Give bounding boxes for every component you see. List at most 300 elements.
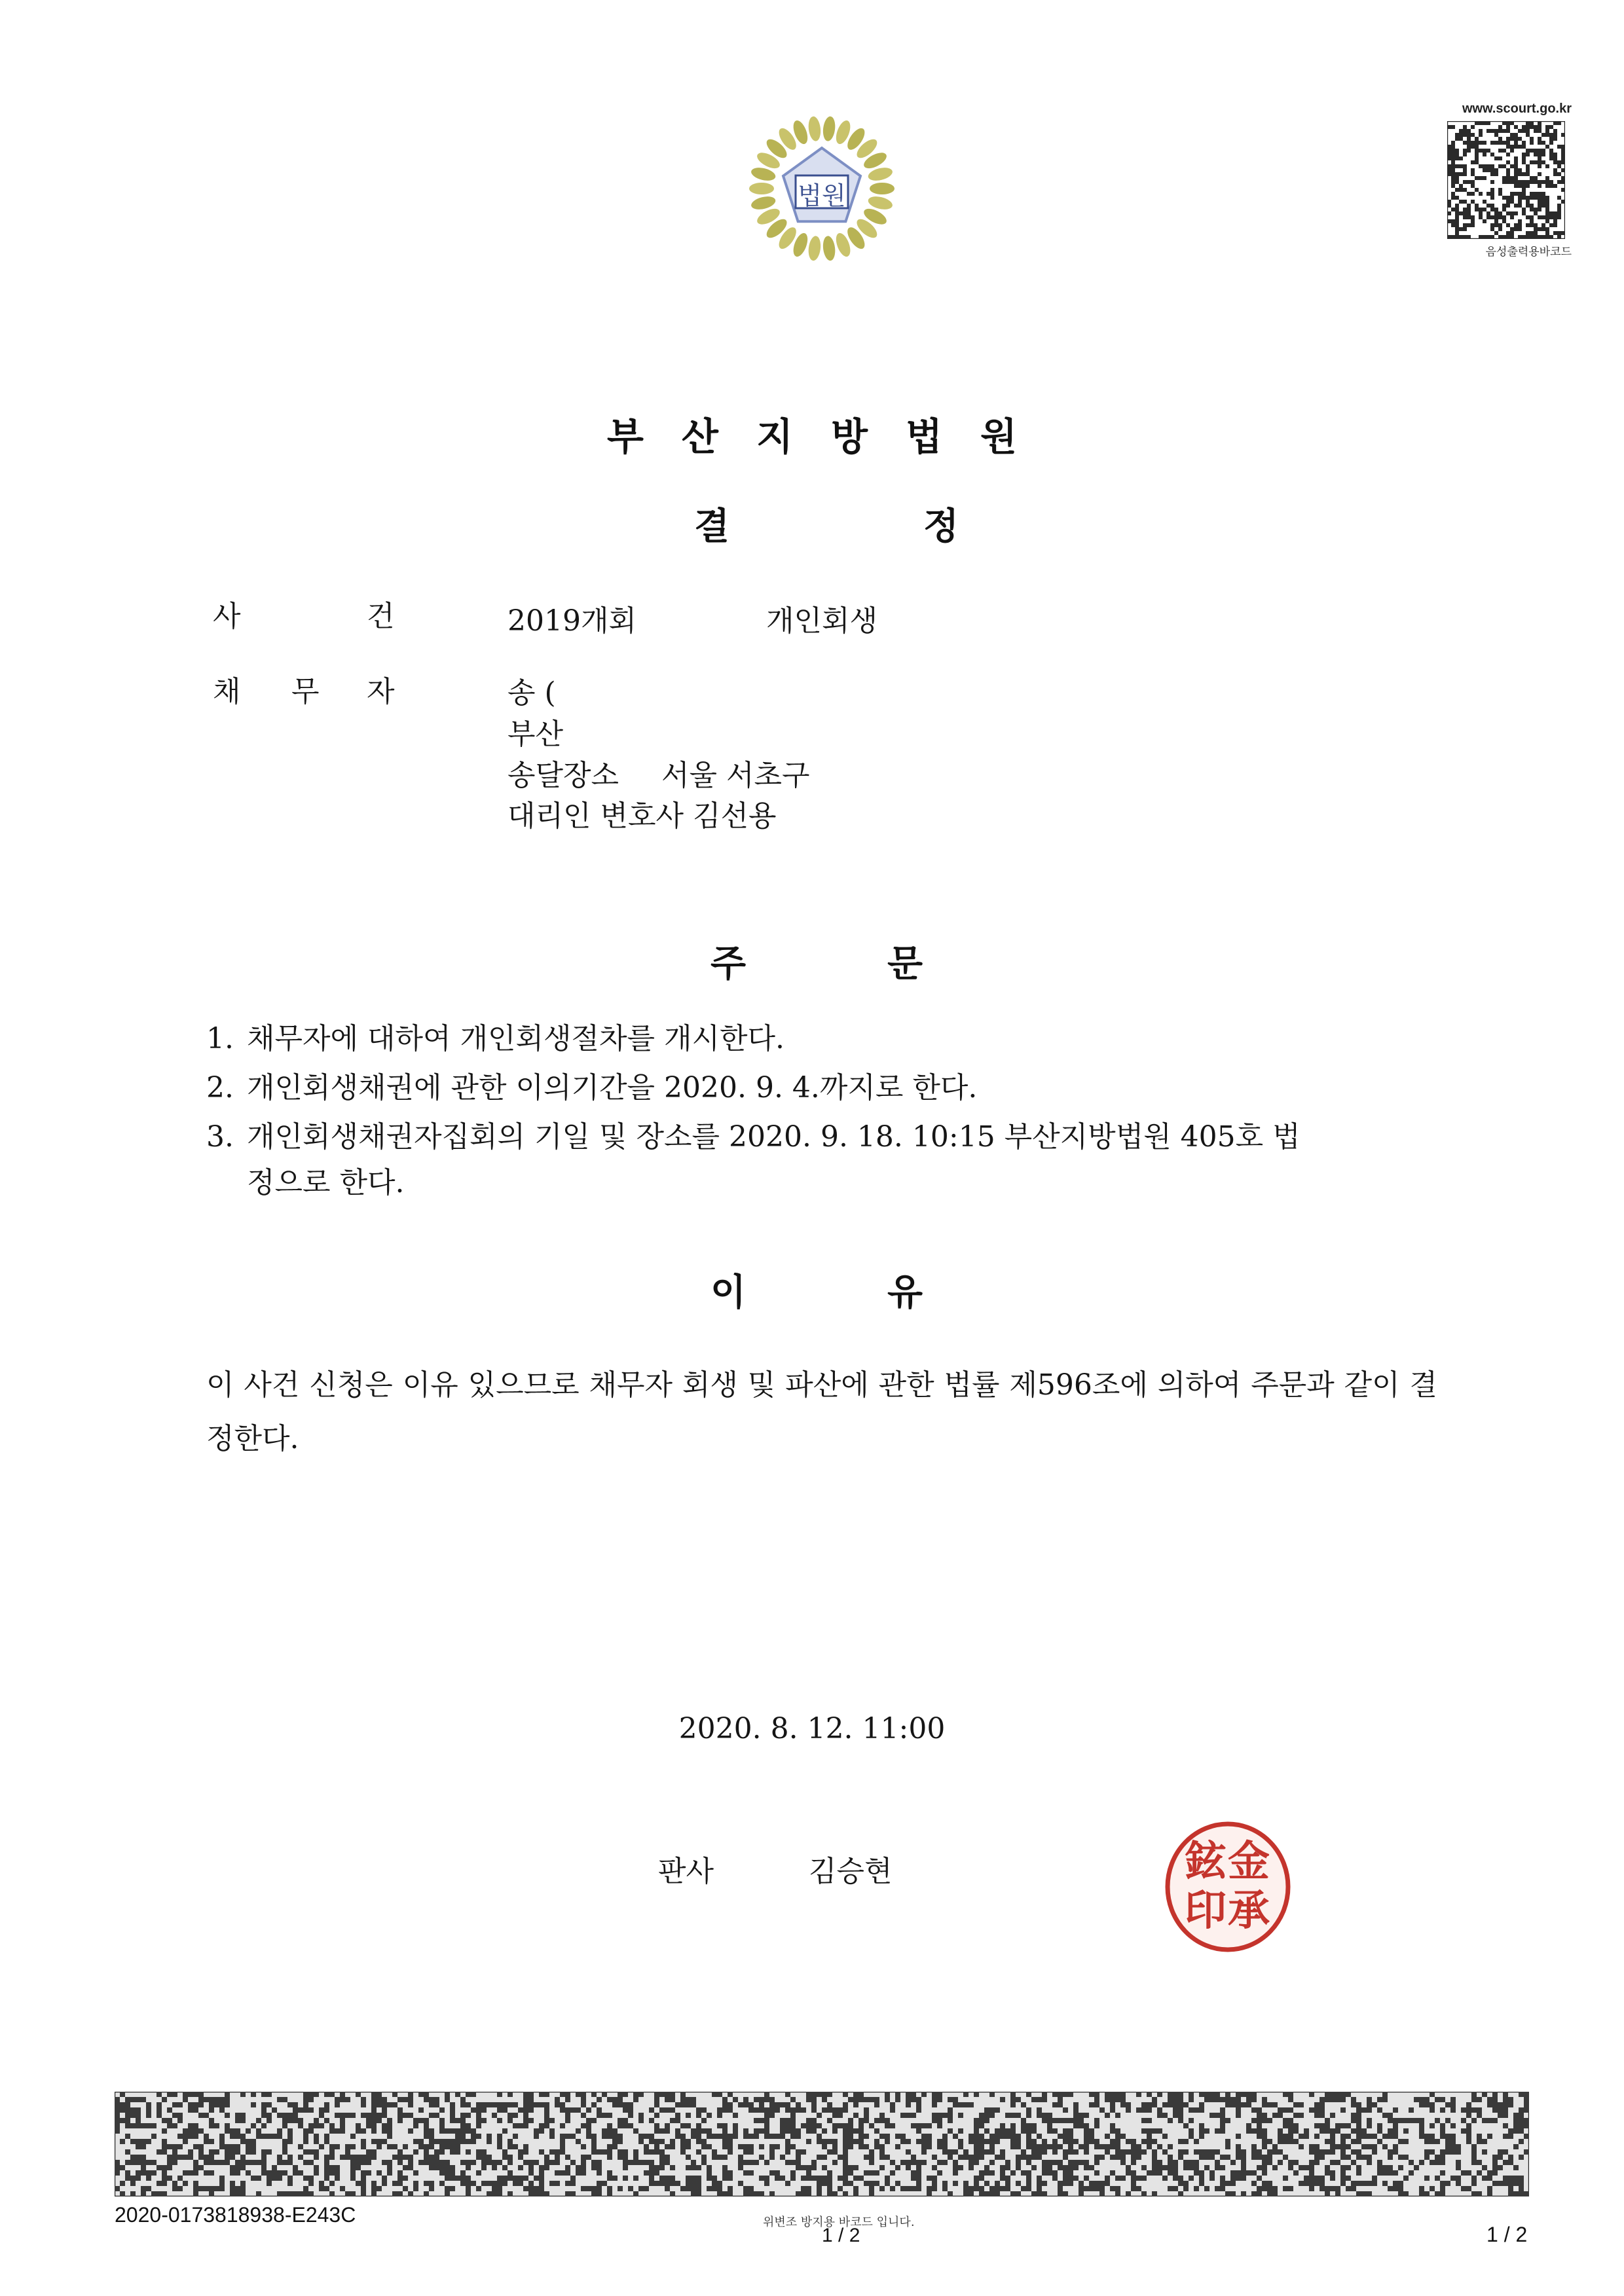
barcode-cell <box>1173 2102 1178 2107</box>
barcode-cell <box>193 2165 198 2170</box>
barcode-cell <box>1000 2165 1005 2170</box>
barcode-cell <box>1026 2155 1031 2160</box>
barcode-cell <box>1393 2149 1398 2155</box>
qr-cell <box>1463 129 1467 133</box>
barcode-cell <box>1382 2113 1388 2118</box>
barcode-cell <box>1136 2107 1141 2113</box>
barcode-cell <box>1471 2144 1477 2149</box>
barcode-cell <box>848 2139 853 2144</box>
barcode-cell <box>1099 2107 1105 2113</box>
qr-cell <box>1455 219 1459 223</box>
barcode-cell <box>1047 2144 1052 2149</box>
barcode-cell <box>759 2107 764 2113</box>
barcode-cell <box>969 2139 974 2144</box>
barcode-cell <box>214 2149 219 2155</box>
barcode-cell <box>686 2113 691 2118</box>
barcode-cell <box>853 2191 858 2196</box>
barcode-cell <box>371 2113 377 2118</box>
barcode-cell <box>785 2139 790 2144</box>
barcode-cell <box>570 2160 576 2165</box>
barcode-cell <box>1440 2186 1445 2191</box>
barcode-cell <box>1445 2144 1450 2149</box>
qr-cell <box>1530 208 1534 211</box>
barcode-cell <box>911 2155 916 2160</box>
barcode-cell <box>198 2113 204 2118</box>
barcode-cell <box>507 2102 513 2107</box>
qr-cell <box>1557 204 1561 208</box>
barcode-cell <box>371 2155 377 2160</box>
barcode-cell <box>916 2176 921 2181</box>
barcode-cell <box>670 2181 675 2186</box>
barcode-cell <box>591 2139 597 2144</box>
qr-cell <box>1557 208 1561 211</box>
barcode-cell <box>1372 2134 1377 2139</box>
barcode-cell <box>476 2123 481 2128</box>
barcode-cell <box>523 2176 528 2181</box>
barcode-cell <box>1299 2102 1304 2107</box>
barcode-cell <box>1157 2144 1162 2149</box>
qr-cell <box>1506 204 1510 208</box>
barcode-cell <box>303 2107 308 2113</box>
qr-cell <box>1541 192 1545 196</box>
barcode-cell <box>665 2123 670 2128</box>
barcode-cell <box>1209 2170 1215 2176</box>
barcode-cell <box>1419 2128 1424 2134</box>
qr-cell <box>1561 153 1565 156</box>
barcode-cell <box>1503 2149 1508 2155</box>
barcode-cell <box>618 2155 623 2160</box>
barcode-cell <box>1026 2170 1031 2176</box>
barcode-cell <box>130 2139 136 2144</box>
barcode-cell <box>822 2181 827 2186</box>
qr-cell <box>1506 137 1510 141</box>
barcode-cell <box>1120 2097 1126 2102</box>
barcode-cell <box>1314 2123 1320 2128</box>
barcode-cell <box>497 2144 502 2149</box>
qr-cell <box>1502 219 1506 223</box>
barcode-cell <box>246 2139 251 2144</box>
qr-cell <box>1502 141 1506 145</box>
barcode-cell <box>439 2160 445 2165</box>
barcode-cell <box>261 2102 267 2107</box>
qr-cell <box>1479 121 1483 125</box>
barcode-cell <box>466 2149 471 2155</box>
barcode-cell <box>356 2160 361 2165</box>
barcode-cell <box>272 2176 277 2181</box>
barcode-cell <box>555 2102 560 2107</box>
barcode-cell <box>303 2097 308 2102</box>
barcode-cell <box>1152 2160 1157 2165</box>
barcode-cell <box>801 2176 806 2181</box>
barcode-cell <box>1068 2149 1073 2155</box>
barcode-cell <box>240 2139 246 2144</box>
barcode-cell <box>387 2102 392 2107</box>
qr-cell <box>1494 141 1498 145</box>
barcode-cell <box>1466 2128 1471 2134</box>
barcode-cell <box>1110 2102 1115 2107</box>
barcode-cell <box>130 2113 136 2118</box>
barcode-cell <box>507 2170 513 2176</box>
barcode-cell <box>1063 2170 1068 2176</box>
qr-cell <box>1463 223 1467 227</box>
barcode-cell <box>361 2102 366 2107</box>
barcode-cell <box>1393 2181 1398 2186</box>
barcode-cell <box>696 2128 701 2134</box>
barcode-cell <box>261 2107 267 2113</box>
qr-cell <box>1483 168 1486 172</box>
barcode-cell <box>696 2107 701 2113</box>
barcode-cell <box>162 2128 167 2134</box>
barcode-cell <box>665 2176 670 2181</box>
barcode-cell <box>1309 2160 1314 2165</box>
barcode-cell <box>1503 2092 1508 2097</box>
barcode-cell <box>743 2134 748 2139</box>
barcode-cell <box>1435 2118 1440 2123</box>
barcode-cell <box>555 2149 560 2155</box>
barcode-cell <box>1052 2118 1058 2123</box>
barcode-cell <box>911 2123 916 2128</box>
barcode-cell <box>717 2123 722 2128</box>
barcode-cell <box>1094 2186 1099 2191</box>
barcode-cell <box>1320 2181 1325 2186</box>
qr-cell <box>1557 235 1561 239</box>
barcode-cell <box>906 2165 911 2170</box>
barcode-cell <box>1388 2165 1393 2170</box>
barcode-cell <box>1220 2097 1225 2102</box>
barcode-cell <box>659 2155 665 2160</box>
barcode-cell <box>1330 2176 1335 2181</box>
qr-cell <box>1514 168 1518 172</box>
barcode-cell <box>1220 2118 1225 2123</box>
barcode-cell <box>691 2128 696 2134</box>
barcode-cell <box>728 2107 733 2113</box>
barcode-cell <box>1131 2149 1136 2155</box>
barcode-cell <box>115 2107 120 2113</box>
barcode-cell <box>319 2144 324 2149</box>
barcode-cell <box>1330 2160 1335 2165</box>
barcode-cell <box>1351 2113 1356 2118</box>
barcode-cell <box>1309 2165 1314 2170</box>
barcode-cell <box>193 2092 198 2097</box>
barcode-cell <box>492 2186 497 2191</box>
barcode-cell <box>1430 2149 1435 2155</box>
barcode-cell <box>1189 2160 1194 2165</box>
barcode-cell <box>948 2113 953 2118</box>
barcode-cell <box>1487 2097 1492 2102</box>
barcode-cell <box>1178 2102 1183 2107</box>
qr-cell <box>1561 188 1565 192</box>
barcode-cell <box>136 2107 141 2113</box>
qr-cell <box>1463 149 1467 153</box>
barcode-cell <box>397 2170 403 2176</box>
barcode-cell <box>544 2123 549 2128</box>
barcode-cell <box>1042 2118 1047 2123</box>
barcode-cell <box>1461 2107 1466 2113</box>
barcode-cell <box>1178 2181 1183 2186</box>
barcode-cell <box>225 2160 230 2165</box>
barcode-cell <box>722 2155 728 2160</box>
barcode-cell <box>1194 2186 1199 2191</box>
barcode-cell <box>1068 2176 1073 2181</box>
barcode-cell <box>1173 2186 1178 2191</box>
barcode-cell <box>1508 2097 1513 2102</box>
barcode-cell <box>549 2181 555 2186</box>
barcode-cell <box>796 2165 801 2170</box>
barcode-cell <box>764 2128 769 2134</box>
barcode-cell <box>1430 2186 1435 2191</box>
qr-cell <box>1514 223 1518 227</box>
barcode-cell <box>1288 2139 1293 2144</box>
barcode-cell <box>927 2139 932 2144</box>
barcode-cell <box>115 2128 120 2134</box>
qr-cell <box>1463 153 1467 156</box>
barcode-cell <box>974 2181 979 2186</box>
barcode-cell <box>680 2134 686 2139</box>
barcode-cell <box>581 2102 586 2107</box>
barcode-cell <box>1519 2123 1524 2128</box>
barcode-cell <box>555 2170 560 2176</box>
barcode-cell <box>665 2092 670 2097</box>
barcode-cell <box>544 2102 549 2107</box>
barcode-cell <box>549 2128 555 2134</box>
qr-cell <box>1463 164 1467 168</box>
barcode-cell <box>466 2181 471 2186</box>
barcode-cell <box>549 2134 555 2139</box>
barcode-cell <box>177 2144 183 2149</box>
barcode-cell <box>948 2118 953 2123</box>
barcode-cell <box>1524 2092 1529 2097</box>
barcode-cell <box>1079 2144 1084 2149</box>
barcode-cell <box>466 2160 471 2165</box>
barcode-cell <box>1178 2113 1183 2118</box>
barcode-cell <box>172 2092 177 2097</box>
barcode-cell <box>1089 2186 1094 2191</box>
barcode-cell <box>193 2170 198 2176</box>
qr-cell <box>1557 164 1561 168</box>
qr-cell <box>1518 192 1522 196</box>
barcode-cell <box>193 2102 198 2107</box>
barcode-cell <box>576 2107 581 2113</box>
barcode-cell <box>817 2123 822 2128</box>
barcode-cell <box>607 2128 612 2134</box>
barcode-cell <box>1335 2097 1340 2102</box>
qr-cell <box>1459 188 1463 192</box>
barcode-cell <box>984 2118 989 2123</box>
barcode-cell <box>1141 2128 1147 2134</box>
judge-name: 김승현 <box>809 1855 893 1888</box>
qr-cell <box>1514 137 1518 141</box>
barcode-cell <box>738 2102 743 2107</box>
barcode-cell <box>1042 2170 1047 2176</box>
barcode-cell <box>848 2181 853 2186</box>
qr-cell <box>1463 188 1467 192</box>
qr-cell <box>1510 227 1514 231</box>
barcode-cell <box>130 2155 136 2160</box>
barcode-cell <box>984 2181 989 2186</box>
barcode-cell <box>1519 2118 1524 2123</box>
barcode-cell <box>874 2181 879 2186</box>
qr-cell <box>1502 215 1506 219</box>
barcode-cell <box>1524 2149 1529 2155</box>
barcode-cell <box>1267 2139 1272 2144</box>
barcode-cell <box>450 2113 455 2118</box>
barcode-cell <box>167 2118 172 2123</box>
barcode-cell <box>445 2144 450 2149</box>
qr-cell <box>1483 149 1486 153</box>
barcode-cell <box>418 2139 424 2144</box>
barcode-cell <box>1440 2123 1445 2128</box>
barcode-cell <box>209 2139 214 2144</box>
qr-cell <box>1479 208 1483 211</box>
barcode-cell <box>1393 2118 1398 2123</box>
barcode-cell <box>796 2160 801 2165</box>
barcode-cell <box>1435 2097 1440 2102</box>
barcode-cell <box>1047 2165 1052 2170</box>
barcode-cell <box>670 2139 675 2144</box>
qr-cell <box>1467 145 1471 149</box>
barcode-cell <box>251 2139 256 2144</box>
barcode-cell <box>979 2139 984 2144</box>
barcode-cell <box>811 2160 817 2165</box>
barcode-cell <box>507 2160 513 2165</box>
barcode-cell <box>1000 2170 1005 2176</box>
barcode-cell <box>335 2128 340 2134</box>
debtor-agent: 대리인 변호사 김선용 <box>507 799 777 833</box>
qr-cell <box>1447 235 1451 239</box>
barcode-cell <box>701 2144 707 2149</box>
barcode-cell <box>481 2181 487 2186</box>
barcode-cell <box>523 2144 528 2149</box>
barcode-cell <box>1309 2144 1314 2149</box>
seal-graphic <box>1162 1820 1293 1954</box>
qr-cell <box>1490 227 1494 231</box>
barcode-cell <box>308 2160 314 2165</box>
barcode-cell <box>780 2128 785 2134</box>
barcode-cell <box>120 2191 125 2196</box>
barcode-cell <box>481 2155 487 2160</box>
barcode-cell <box>1141 2107 1147 2113</box>
barcode-cell <box>785 2149 790 2155</box>
barcode-cell <box>1450 2176 1456 2181</box>
barcode-cell <box>754 2128 759 2134</box>
barcode-cell <box>728 2139 733 2144</box>
barcode-cell <box>424 2191 429 2196</box>
qr-cell <box>1494 215 1498 219</box>
barcode-cell <box>1440 2191 1445 2196</box>
qr-cell <box>1514 180 1518 184</box>
barcode-cell <box>1063 2149 1068 2155</box>
qr-cell <box>1538 235 1541 239</box>
barcode-cell <box>1419 2191 1424 2196</box>
barcode-cell <box>1519 2176 1524 2181</box>
barcode-cell <box>948 2107 953 2113</box>
barcode-cell <box>120 2118 125 2123</box>
barcode-cell <box>612 2134 618 2139</box>
barcode-cell <box>817 2113 822 2118</box>
barcode-cell <box>1147 2139 1152 2144</box>
barcode-cell <box>256 2160 261 2165</box>
qr-cell <box>1553 223 1557 227</box>
barcode-cell <box>796 2191 801 2196</box>
barcode-cell <box>1236 2149 1241 2155</box>
barcode-cell <box>502 2176 507 2181</box>
barcode-cell <box>984 2191 989 2196</box>
barcode-cell <box>214 2160 219 2165</box>
barcode-cell <box>162 2191 167 2196</box>
barcode-cell <box>1152 2097 1157 2102</box>
barcode-cell <box>256 2176 261 2181</box>
barcode-cell <box>885 2092 890 2097</box>
barcode-cell <box>748 2107 754 2113</box>
barcode-cell <box>523 2186 528 2191</box>
qr-cell <box>1467 129 1471 133</box>
barcode-cell <box>1199 2181 1204 2186</box>
barcode-cell <box>460 2181 466 2186</box>
barcode-cell <box>984 2170 989 2176</box>
qr-cell <box>1475 141 1479 145</box>
barcode-cell <box>1168 2160 1173 2165</box>
qr-cell <box>1447 211 1451 215</box>
barcode-cell <box>879 2186 885 2191</box>
barcode-cell <box>628 2160 633 2165</box>
barcode-cell <box>497 2191 502 2196</box>
barcode-cell <box>790 2097 796 2102</box>
debtor-address: 부산 <box>507 718 564 751</box>
barcode-cell <box>324 2139 329 2144</box>
barcode-cell <box>193 2160 198 2165</box>
qr-cell <box>1455 227 1459 231</box>
barcode-cell <box>1010 2134 1016 2139</box>
barcode-cell <box>277 2170 282 2176</box>
barcode-cell <box>1194 2165 1199 2170</box>
barcode-cell <box>246 2149 251 2155</box>
barcode-cell <box>1262 2128 1267 2134</box>
qr-cell <box>1498 227 1502 231</box>
barcode-cell <box>497 2186 502 2191</box>
barcode-cell <box>879 2134 885 2139</box>
barcode-cell <box>293 2191 298 2196</box>
barcode-cell <box>256 2128 261 2134</box>
barcode-cell <box>597 2097 602 2102</box>
barcode-cell <box>607 2170 612 2176</box>
qr-cell <box>1479 164 1483 168</box>
emblem-leaf <box>807 116 822 142</box>
barcode-cell <box>146 2160 151 2165</box>
barcode-cell <box>932 2155 937 2160</box>
barcode-cell <box>995 2191 1000 2196</box>
barcode-cell <box>864 2107 869 2113</box>
barcode-cell <box>916 2160 921 2165</box>
barcode-cell <box>1466 2134 1471 2139</box>
barcode-cell <box>1487 2170 1492 2176</box>
barcode-cell <box>738 2165 743 2170</box>
barcode-cell <box>120 2181 125 2186</box>
barcode-cell <box>1152 2102 1157 2107</box>
barcode-cell <box>1367 2107 1372 2113</box>
barcode-cell <box>1037 2107 1042 2113</box>
barcode-cell <box>1356 2165 1361 2170</box>
barcode-cell <box>392 2144 397 2149</box>
barcode-cell <box>324 2155 329 2160</box>
barcode-cell <box>1519 2139 1524 2144</box>
barcode-cell <box>329 2155 335 2160</box>
barcode-cell <box>1251 2128 1257 2134</box>
barcode-cell <box>921 2144 927 2149</box>
barcode-cell <box>869 2191 874 2196</box>
barcode-cell <box>382 2181 387 2186</box>
qr-cell <box>1534 176 1538 180</box>
barcode-cell <box>1508 2186 1513 2191</box>
